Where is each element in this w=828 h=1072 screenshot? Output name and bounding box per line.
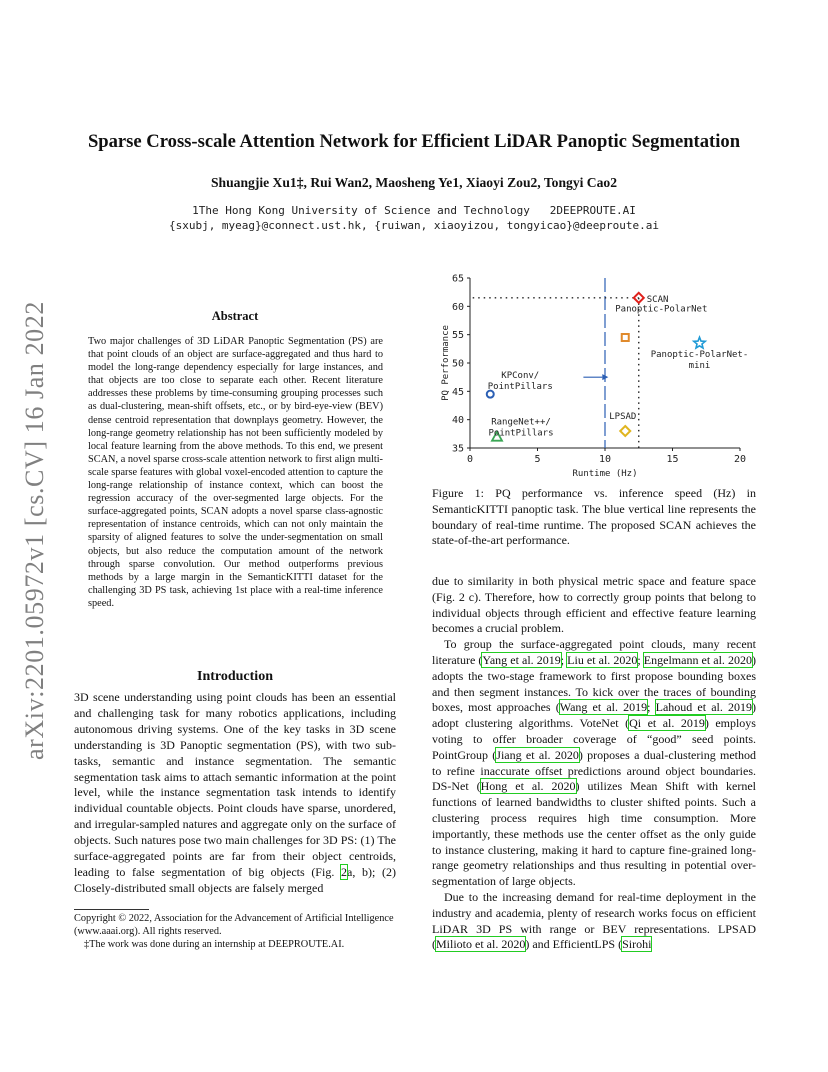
paragraph-grouping: To group the surface-aggregated point clouds, many recent literature (Yang et al. 2019; Liu et al. 2020; Engelmann et al. 2020) adopts the two-stage framework to first propose bounding boxes and then segment instances. To kick over the traces of bounding boxes, most approaches (Wang et al. 2019; Lahoud et al. 2019) adopt clustering algorithms. VoteNet (Qi et al. 2019) employs voting to offer broader coverage of “good” seed points. PointGroup (Jiang et al. 2020) proposes a dual-clustering method to refine inaccurate offset predictions around object boundaries. DS-Net (Hong et al. 2020) utilizes Mean Shift with kernel functions of learned bandwidths to cluster shifted points. Such a clustering process requires high time consumption. More importantly, these methods use the center offset as the only guide to instance clustering, making it hard to capture fine-grained long-range geometry relationships and thus resulting in potential over-segmentation of large objects.: [432, 637, 756, 889]
citation-link[interactable]: Liu et al. 2020: [567, 652, 638, 667]
point-label: SCAN: [646, 294, 669, 305]
y-tick-label: 60: [451, 301, 464, 313]
point-label: PointPillars: [487, 382, 553, 393]
point-label: KPConv/: [501, 371, 540, 382]
lpsad-point: [620, 426, 630, 436]
x-tick-label: 15: [666, 454, 679, 465]
y-axis-label: PQ Performance: [441, 325, 451, 401]
text: ) employs voting to offer broader coverage of “good” seed points. PointGroup (: [432, 716, 756, 762]
text: ) utilizes Mean Shift with kernel functions of learned bandwidths to cluster shifted points. Such a clustering process requires high time consumption. More importantly, these methods use the center offset as the only guide to instance clustering, making it hard to capture fine-grained long-range geometry relationships and thus resulting in potential over-segmentation of large objects.: [432, 779, 756, 889]
citation-link[interactable]: Sirohi: [622, 937, 652, 952]
y-tick-label: 35: [451, 443, 464, 455]
citation-link[interactable]: Hong et al. 2020: [480, 779, 576, 794]
abstract-heading: Abstract: [211, 309, 259, 323]
arxiv-sidebar: [14, 292, 58, 762]
citation-link[interactable]: Jiang et al. 2020: [496, 747, 579, 762]
y-tick-label: 50: [451, 358, 464, 370]
citation-link[interactable]: Yang et al. 2019: [482, 652, 561, 667]
paper-title: Sparse Cross-scale Attention Network for Efficient LiDAR Panoptic Segmentation: [87, 131, 741, 152]
author-emails: {sxubj, myeag}@connect.ust.hk, {ruiwan, xiaoyizou, tongyicao}@deeproute.ai: [168, 219, 660, 232]
citation-link[interactable]: Engelmann et al. 2020: [643, 652, 752, 667]
right-column-body: [432, 574, 756, 953]
figure-1-chart: [432, 268, 756, 478]
affiliation-2: 2DEEPROUTE.AI: [549, 204, 636, 217]
introduction-heading: Introduction: [197, 669, 273, 684]
paragraph-realtime: [432, 890, 756, 953]
affiliations: [0, 203, 828, 233]
introduction-body: [74, 690, 396, 897]
abstract-text: Two major challenges of 3D LiDAR Panoptic Segmentation (PS) are that point clouds of an object are surface-aggregated and thus hard to model the long-range dependency especially for large instances, and that objects are too close to separate each other. Recent literature addresses these problems by time-consuming grouping processes such as dual-clustering, mean-shift offsets, etc., or by bird-eye-view (BEV) dense centroid representation that downplays geometry. However, the long-range geometry relationship has not been sufficiently modeled by local feature learning from the above methods. To this end, we present SCAN, a novel sparse cross-scale attention network to first align multi-scale sparse features with global voxel-encoded attention to capture the long-range relationship of instance context, which can boost the regression accuracy of the over-segmented large objects. For the surface-aggregated points, SCAN adopts a novel sparse class-agnostic representation of instance centroids, which can not only maintain the sparsity of aligned features to solve the under-segmentation on small objects, but also reduce the computation amount of the network through sparse convolution. Our method outperforms previous methods by a large margin in the SemanticKITTI dataset for the challenging 3D PS task, achieving 1st place with a real-time inference speed.: [88, 336, 383, 609]
text: ) proposes a dual-clustering method to refine inaccurate offset predictions around object boundaries. DS-Net (: [432, 747, 756, 794]
internship-note: ‡The work was done during an internship at DEEPROUTE.AI.: [84, 939, 345, 950]
x-tick-label: 10: [598, 454, 612, 465]
author-list: Shuangjie Xu1‡, Rui Wan2, Maosheng Ye1, Xiaoyi Zou2, Tongyi Cao2: [210, 175, 618, 190]
panoptic-polarnet-point: [622, 334, 629, 341]
intro-text-a: 3D scene understanding using point clouds has been an essential and challenging task for many robotics applications, including autonomous driving systems. One of the key tasks in 3D scene understanding is 3D Panoptic segmentation (PS), with two sub-tasks, semantic and instance segmentation. The semantic segmentation task aims to attach semantic information at the point level, while the instance segmentation task intends to identify individual countable objects. Point clouds have sparse, unordered, and irregular-sampled natures and aggregate only on the surface of objects. Such natures pose two main challenges for 3D PS: (1) The surface-aggregated points are far from their object centroids, leading to false segmentation of big objects (Fig.: [74, 690, 396, 879]
affiliation-1: 1The Hong Kong University of Science and Technology: [192, 204, 530, 217]
text: Due to the increasing demand for real-time deployment in the industry and academia, plenty of research works focus on efficient LiDAR 3D PS with range or BEV representations. LPSAD (: [432, 889, 756, 952]
intro-text-b: a, b); (2) Closely-distributed small objects are falsely merged: [74, 864, 396, 895]
arxiv-id: arXiv:2201.05972v1 [cs.CV] 16 Jan 2022: [20, 301, 49, 760]
x-tick-label: 20: [733, 454, 747, 465]
point-label: PointPillars: [488, 428, 554, 439]
point-label: RangeNet++/: [491, 417, 551, 428]
copyright-note: Copyright © 2022, Association for the Advancement of Artificial Intelligence (www.aaai.org). All rights reserved.: [74, 913, 394, 937]
citation-link[interactable]: Milioto et al. 2020: [436, 937, 526, 952]
point-label: Panoptic-PolarNet: [615, 304, 708, 315]
figure-ref-link[interactable]: 2: [341, 864, 347, 879]
point-label: mini: [688, 361, 711, 372]
footnote-divider: [74, 909, 149, 910]
y-tick-label: 45: [451, 386, 464, 398]
chart-svg: [432, 268, 756, 478]
text: To group the surface-aggregated point clouds, many recent literature (: [432, 637, 756, 667]
footnotes: [74, 912, 396, 951]
figure-caption: Figure 1: PQ performance vs. inference speed (Hz) in SemanticKITTI panoptic task. The blue vertical line represents the boundary of real-time runtime. The proposed SCAN achieves the state-of-the-art performance.: [432, 486, 756, 548]
x-axis-label: Runtime (Hz): [572, 469, 638, 478]
y-tick-label: 55: [451, 330, 464, 342]
text: ) adopt clustering algorithms. VoteNet (: [432, 700, 756, 731]
y-tick-label: 40: [451, 415, 464, 427]
x-tick-label: 0: [466, 454, 474, 465]
citation-link[interactable]: Wang et al. 2019: [559, 700, 648, 715]
citation-link[interactable]: Qi et al. 2019: [629, 716, 705, 731]
y-tick-label: 65: [451, 273, 464, 285]
point-label: LPSAD: [609, 412, 637, 422]
text: ) adopts the two-stage framework to first propose bounding boxes and then segment instances. To kick over the traces of bounding boxes, most approaches (: [432, 652, 756, 715]
panoptic-polarnet-mini-point: [694, 337, 705, 348]
citation-link[interactable]: Lahoud et al. 2019: [655, 700, 752, 715]
paragraph-continuation: due to similarity in both physical metric space and feature space (Fig. 2 c). Therefore, how to correctly group points that belong to individual objects through efficient and effective feature learning becomes a crucial problem.: [432, 574, 756, 636]
text: ) and EfficientLPS (: [525, 937, 623, 952]
x-tick-label: 5: [534, 454, 541, 465]
point-label: Panoptic-PolarNet-: [650, 350, 749, 361]
